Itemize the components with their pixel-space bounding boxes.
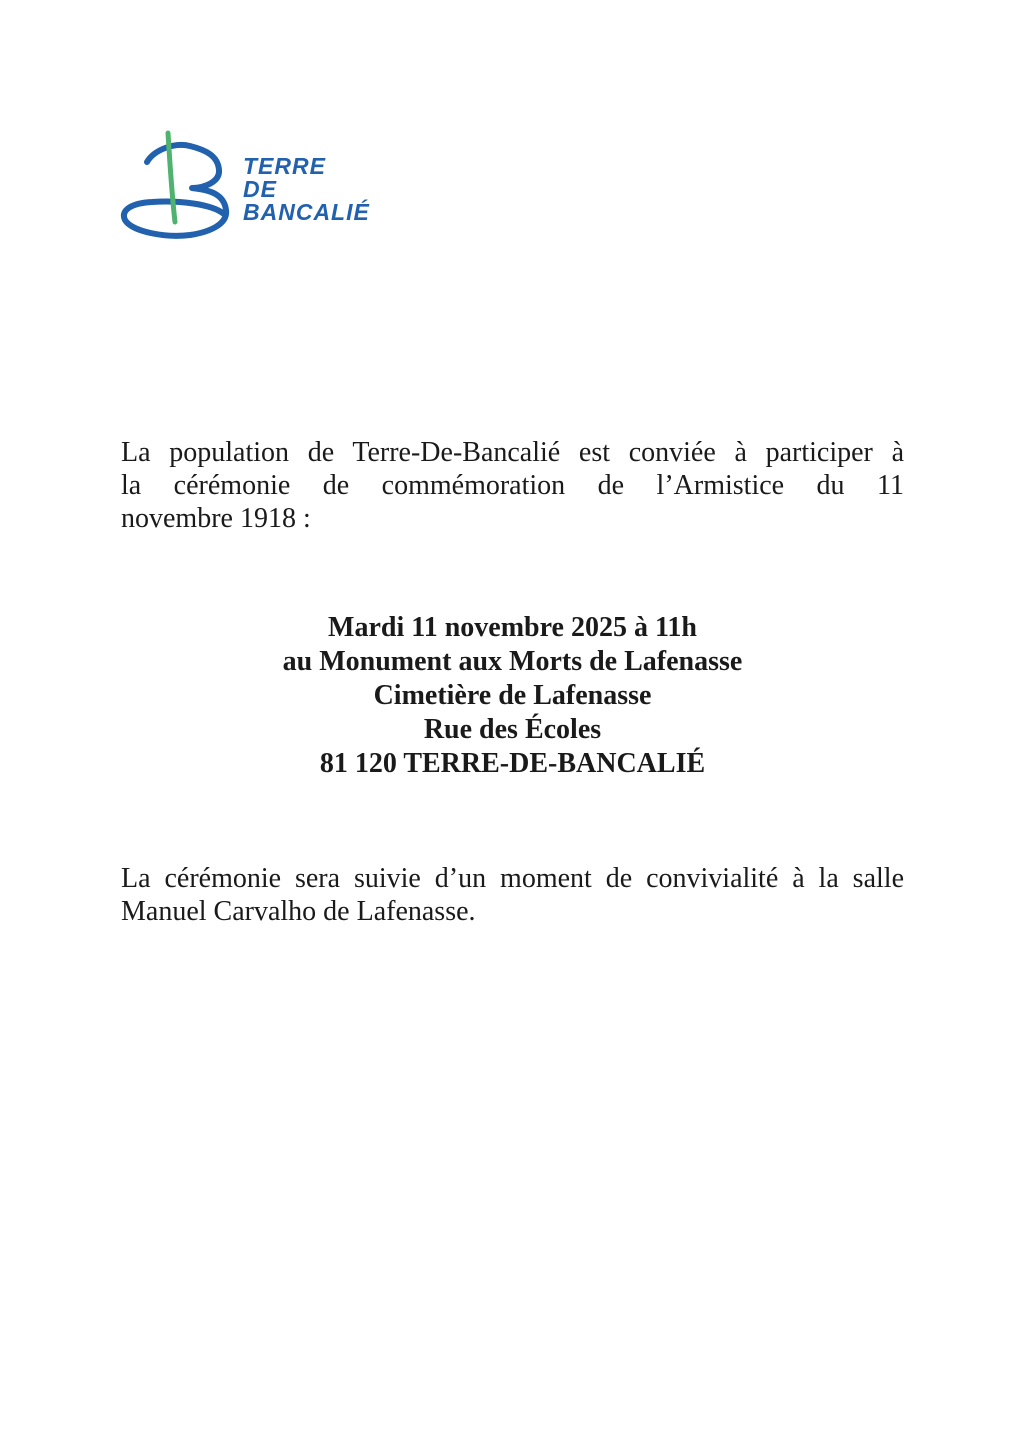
event-cemetery: Cimetière de Lafenasse — [373, 680, 652, 711]
org-name-line: BANCALIÉ — [243, 199, 370, 225]
event-city: 81 120 TERRE-DE-BANCALIÉ — [319, 748, 706, 779]
org-name-line: DE — [243, 176, 277, 202]
closing-line: Manuel Carvalho de Lafenasse. — [121, 896, 476, 927]
intro-line: novembre 1918 : — [121, 503, 311, 534]
event-details — [121, 611, 904, 781]
event-date-time: Mardi 11 novembre 2025 à 11h — [328, 612, 697, 643]
logo-b-mark-icon — [116, 126, 251, 248]
org-name-line: TERRE — [243, 153, 326, 179]
closing-line: La cérémonie sera suivie d’un moment de convivialité à la salle — [121, 863, 904, 894]
event-street: Rue des Écoles — [423, 714, 602, 745]
closing-paragraph — [121, 862, 904, 928]
intro-paragraph — [121, 436, 904, 535]
intro-line: la cérémonie de commémoration de l’Armistice du 11 — [121, 470, 904, 501]
intro-line: La population de Terre-De-Bancalié est conviée à participer à — [121, 437, 904, 468]
event-location: au Monument aux Morts de Lafenasse — [282, 646, 743, 677]
org-name — [243, 155, 370, 224]
